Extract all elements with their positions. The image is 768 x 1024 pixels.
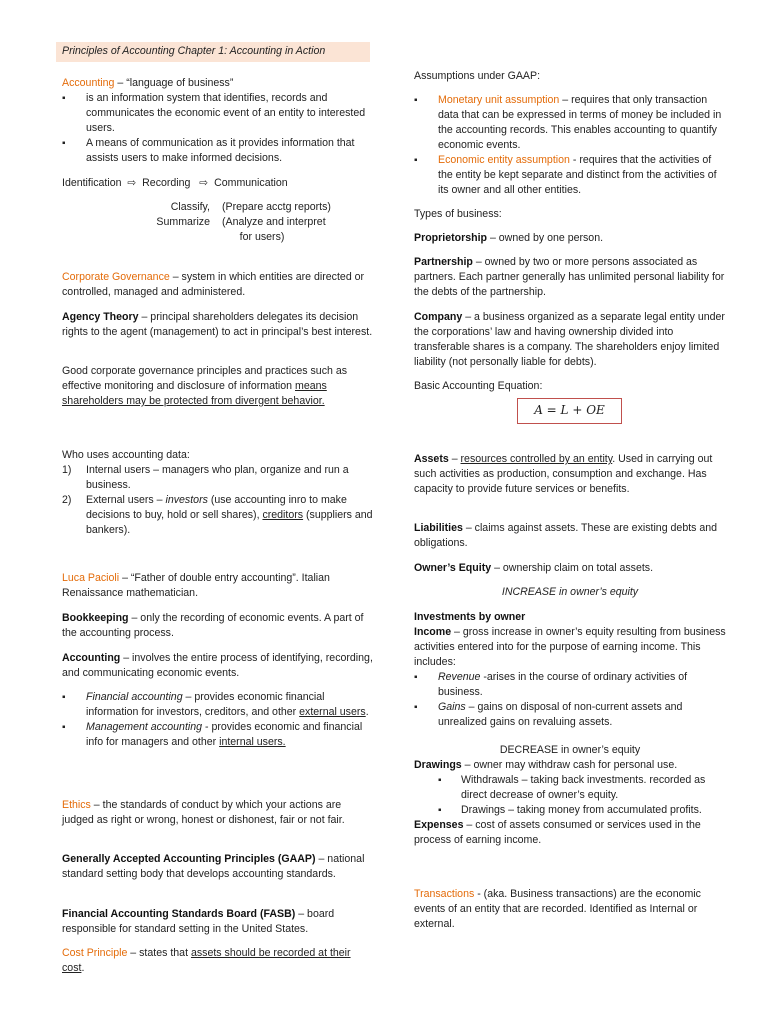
accounting-section xyxy=(62,76,374,166)
accounting-process xyxy=(62,651,374,750)
flow-step: Recording xyxy=(142,177,191,189)
cost-principle xyxy=(62,946,374,976)
item-underline: internal users. xyxy=(219,736,286,748)
liabilities xyxy=(414,521,726,551)
cost-post: . xyxy=(81,962,85,974)
list-item xyxy=(62,463,374,493)
cg-def: – system in which entities are directed or controlled, managed and administered. xyxy=(62,271,365,298)
cg-term: Corporate Governance xyxy=(62,271,170,283)
assets-pre: – xyxy=(448,453,461,465)
item-number: 1) xyxy=(62,464,72,476)
transactions-def: - (aka. Business transactions) are the economic events of an entity that are recorded. Identified as Internal or external. xyxy=(414,888,701,930)
item-italic: investors xyxy=(165,494,208,506)
bookkeeping-term: Bookkeeping xyxy=(62,612,129,624)
fasb-def: – board responsible for standard setting in the United States. xyxy=(62,908,335,935)
proprietorship-def: – owned by one person. xyxy=(487,232,604,244)
list-item xyxy=(62,720,374,750)
income-term: Income xyxy=(414,626,452,638)
list-item: ▪ is an information system that identifies, records and communicates the economic event of an entity to interested users. xyxy=(62,91,374,136)
proprietorship xyxy=(414,231,726,246)
gaap-assumptions xyxy=(414,69,726,198)
oe-def: – ownership claim on total assets. xyxy=(491,562,654,574)
arrow-icon: ⇨ xyxy=(127,177,137,189)
assets-underline: resources controlled by an entity xyxy=(460,453,613,465)
transactions xyxy=(414,887,726,932)
agency-def: – principal shareholders delegates its decision rights to the agent (management) to act in principal’s best interest. xyxy=(62,311,373,338)
ethics-def: – the standards of conduct by which your actions are judged as right or wrong, honest or dishonest, fair or not fair. xyxy=(62,799,345,826)
investments-term: Investments by owner xyxy=(414,611,526,623)
accounting2-term: Accounting xyxy=(62,652,121,664)
who-uses-title: Who uses accounting data: xyxy=(62,449,190,461)
liabilities-term: Liabilities xyxy=(414,522,463,534)
decrease-title: DECREASE in owner’s equity xyxy=(499,744,641,756)
item-text: – provides economic financial information for investors, creditors, and other xyxy=(86,691,325,718)
list-item xyxy=(414,93,726,153)
company xyxy=(414,310,726,370)
decrease-section xyxy=(414,758,726,848)
gaap-def: – national standard setting body that develops accounting standards. xyxy=(62,853,365,880)
good-cg-text: Good corporate governance principles and practices such as effective monitoring and disclosure of information xyxy=(62,365,348,392)
flow-step: Identification xyxy=(62,177,122,189)
expenses-def: – cost of assets consumed or services used in the process of earning income. xyxy=(414,819,701,846)
ethics xyxy=(62,798,374,828)
item-underline: creditors xyxy=(262,509,304,521)
list-item xyxy=(414,700,726,730)
accounting2-def: – involves the entire process of identifying, recording, and communicating economic events. xyxy=(62,652,373,679)
fasb-term: Financial Accounting Standards Board (FASB) xyxy=(62,908,296,920)
page-header: Principles of Accounting Chapter 1: Accounting in Action xyxy=(62,45,326,57)
arrow-icon: ⇨ xyxy=(199,177,209,189)
assumption-term: Monetary unit assumption xyxy=(438,94,560,106)
gaap xyxy=(62,852,374,882)
item-underline: external users xyxy=(299,706,366,718)
increase-title-text: INCREASE in owner’s equity xyxy=(501,586,639,598)
partnership-def: – owned by two or more persons associated as partners. Each partner generally has unlimited personal liability for the debts of the partnership. xyxy=(414,256,725,298)
flow-sub-right: (Prepare acctg reports) (Analyze and interpret for users) xyxy=(222,201,331,243)
luca-pacioli xyxy=(62,571,374,601)
types-title: Types of business: xyxy=(414,208,502,220)
agency-theory xyxy=(62,310,374,340)
who-uses xyxy=(62,448,374,538)
proprietorship-term: Proprietorship xyxy=(414,232,487,244)
fasb xyxy=(62,907,374,937)
list-item: ▪ Withdrawals – taking back investments. recorded as direct decrease of owner’s equity. xyxy=(414,773,726,803)
list-item xyxy=(62,493,374,538)
transactions-term: Transactions xyxy=(414,888,475,900)
list-item: ▪ A means of communication as it provides information that assists users to make informed decisions. xyxy=(62,136,374,166)
list-item: ▪ Drawings – taking money from accumulated profits. xyxy=(414,803,726,818)
accounting-flow xyxy=(62,176,374,191)
increase-title xyxy=(414,585,726,600)
item-text: (suppliers and bankers). xyxy=(86,509,373,536)
item-text: – gains on disposal of non-current assets and unrealized gains on revaluing assets. xyxy=(438,701,683,728)
partnership xyxy=(414,255,726,300)
bookkeeping-def: – only the recording of economic events. A part of the accounting process. xyxy=(62,612,364,639)
cost-term: Cost Principle xyxy=(62,947,128,959)
item-text: External users – xyxy=(86,494,166,506)
assumption-text: – requires that only transaction data that can be expressed in terms of money be included in the accounting records. This enables accounting to quantify economic events. xyxy=(438,94,722,151)
list-item xyxy=(414,153,726,198)
good-cg-underline: means shareholders may be protected from divergent behavior. xyxy=(62,380,327,407)
cost-def: – states that xyxy=(127,947,191,959)
item-italic: Gains xyxy=(438,701,466,713)
oe-term: Owner’s Equity xyxy=(414,562,492,574)
item-text: . xyxy=(365,706,369,718)
flow-step: Communication xyxy=(214,177,288,189)
accounting-def: – “language of business” xyxy=(114,77,234,89)
assets-def: . Used in carrying out such activities as production, consumption and exchange. Has capacity to provide future services or benefits. xyxy=(414,453,713,495)
agency-term: Agency Theory xyxy=(62,311,139,323)
increase-section xyxy=(414,610,726,730)
equation-title: Basic Accounting Equation: xyxy=(414,380,543,392)
bookkeeping xyxy=(62,611,374,641)
item-italic: Revenue xyxy=(438,671,481,683)
good-cg xyxy=(62,364,374,409)
item-italic: Management accounting xyxy=(86,721,203,733)
partnership-term: Partnership xyxy=(414,256,473,268)
assets-term: Assets xyxy=(414,453,449,465)
list-item xyxy=(62,690,374,720)
liabilities-def: – claims against assets. These are existing debts and obligations. xyxy=(414,522,718,549)
item-number: 2) xyxy=(62,494,72,506)
company-def: – a business organized as a separate legal entity under the corporations’ law and having ownership divided into transferable shares is a company. The shareholders enjoy limited liability (not personally liable for debts). xyxy=(414,311,725,368)
item-text: Internal users – managers who plan, organize and run a business. xyxy=(86,464,349,491)
gaap-term: Generally Accepted Accounting Principles (GAAP) xyxy=(62,853,316,865)
drawings-term: Drawings xyxy=(414,759,462,771)
item-italic: Financial accounting xyxy=(86,691,183,703)
pacioli-term: Luca Pacioli xyxy=(62,572,120,584)
pacioli-def: – “Father of double entry accounting”. Italian Renaissance mathematician. xyxy=(62,572,330,599)
assumption-term: Economic entity assumption xyxy=(438,154,570,166)
expenses-term: Expenses xyxy=(414,819,464,831)
ethics-term: Ethics xyxy=(62,799,91,811)
assumption-text: - requires that the activities of the entity be kept separate and distinct from the activities of its owner and all other entities. xyxy=(438,154,717,196)
item-text: -arises in the course of ordinary activities of business. xyxy=(438,671,688,698)
flow-sub-left: Classify, Summarize xyxy=(156,201,210,228)
income-def: – gross increase in owner’s equity resulting from business activities entered into for the purpose of earning income. This includes: xyxy=(414,626,726,668)
corporate-governance xyxy=(62,270,374,300)
item-text: - provides economic and financial info for managers and other xyxy=(86,721,363,748)
accounting-term: Accounting xyxy=(62,77,115,89)
accounting-equation: A = L + OE xyxy=(517,398,622,424)
assumptions-title: Assumptions under GAAP: xyxy=(414,70,541,82)
owners-equity xyxy=(414,561,726,576)
company-term: Company xyxy=(414,311,463,323)
list-item xyxy=(414,670,726,700)
cost-underline: assets should be recorded at their cost xyxy=(62,947,351,974)
item-text: (use accounting inro to make decisions to buy, hold or sell shares), xyxy=(86,494,347,521)
drawings-def: – owner may withdraw cash for personal use. xyxy=(461,759,678,771)
assets xyxy=(414,452,726,497)
